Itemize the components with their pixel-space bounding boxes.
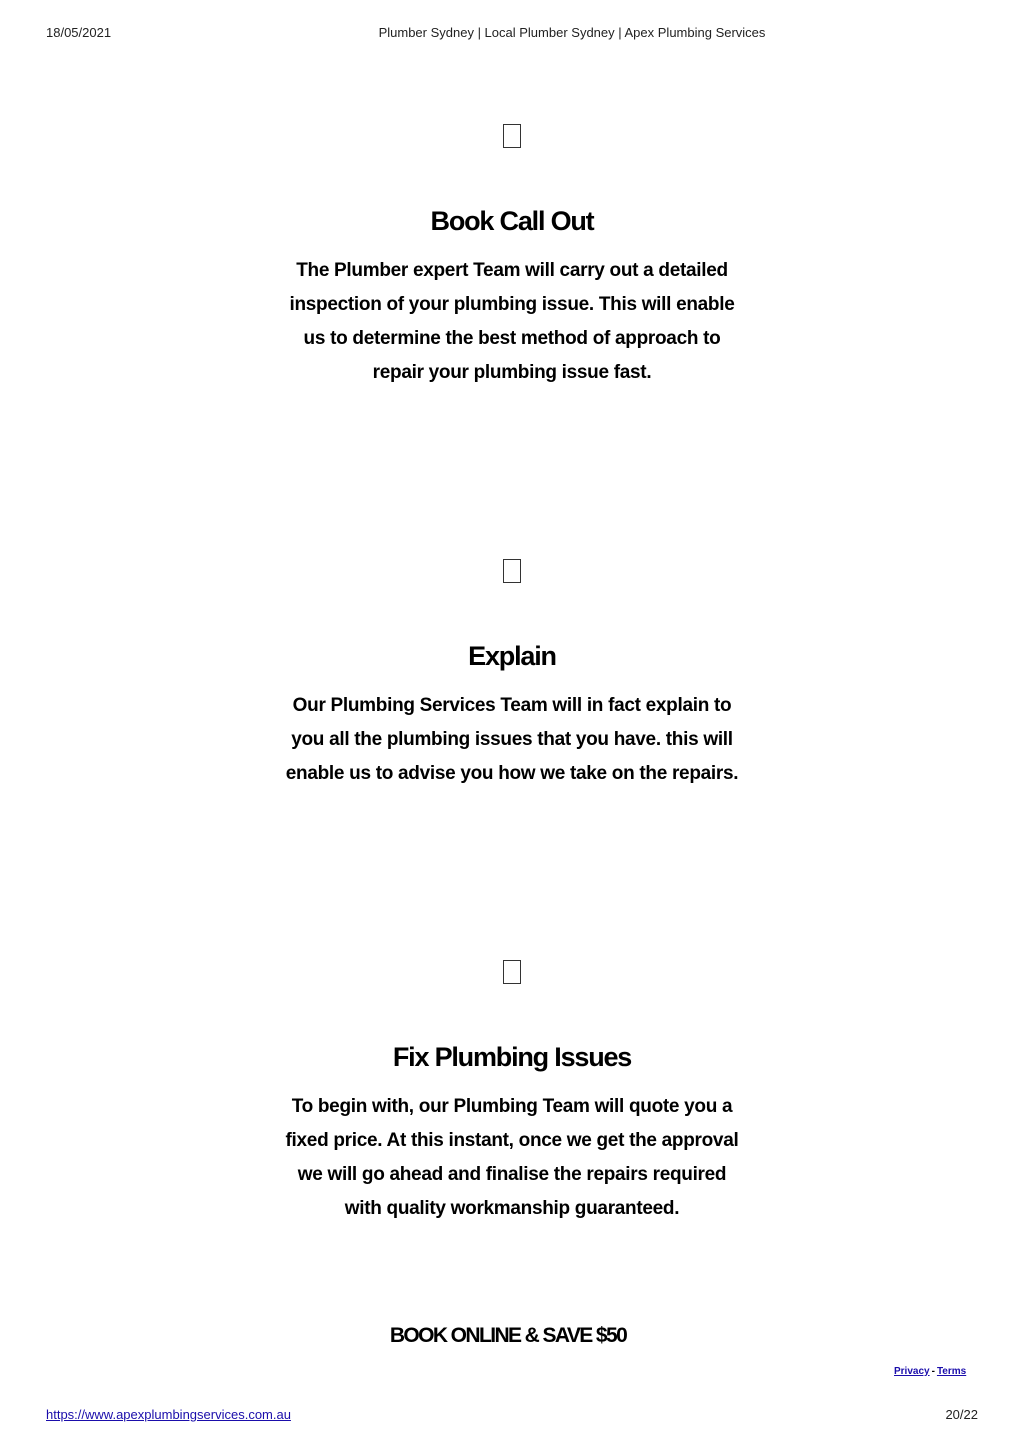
missing-glyph-icon xyxy=(503,559,521,583)
step-book-call-out xyxy=(0,124,1024,390)
step-fix-plumbing-issues xyxy=(0,960,1024,1226)
step-title: Fix Plumbing Issues xyxy=(392,1042,632,1072)
missing-glyph-icon xyxy=(503,960,521,984)
step-explain xyxy=(0,559,1024,791)
terms-link[interactable]: Terms xyxy=(936,1366,967,1377)
step-title: Book Call Out xyxy=(430,206,594,236)
recaptcha-links xyxy=(894,1366,966,1377)
print-page-number: 20/22 xyxy=(945,1407,978,1422)
print-page-title: Plumber Sydney | Local Plumber Sydney | Apex Plumbing Services xyxy=(378,25,766,40)
step-description: To begin with, our Plumbing Team will quote you a fixed price. At this instant, once we get the approval we will go ahead and finalise the repairs required with quality workmanship guaranteed. xyxy=(285,1096,739,1219)
print-url[interactable]: https://www.apexplumbingservices.com.au xyxy=(46,1407,291,1422)
step-title: Explain xyxy=(468,641,556,671)
privacy-link[interactable]: Privacy xyxy=(894,1366,930,1377)
step-description: Our Plumbing Services Team will in fact explain to you all the plumbing issues that you have. this will enable us to advise you how we take on the repairs. xyxy=(285,695,739,784)
link-separator: - xyxy=(931,1366,935,1377)
book-online-link[interactable]: BOOK ONLINE & SAVE $50 xyxy=(389,1324,627,1347)
step-description: The Plumber expert Team will carry out a detailed inspection of your plumbing issue. This will enable us to determine the best method of approach to repair your plumbing issue fast. xyxy=(289,260,735,383)
print-date: 18/05/2021 xyxy=(46,25,112,40)
missing-glyph-icon xyxy=(503,124,521,148)
